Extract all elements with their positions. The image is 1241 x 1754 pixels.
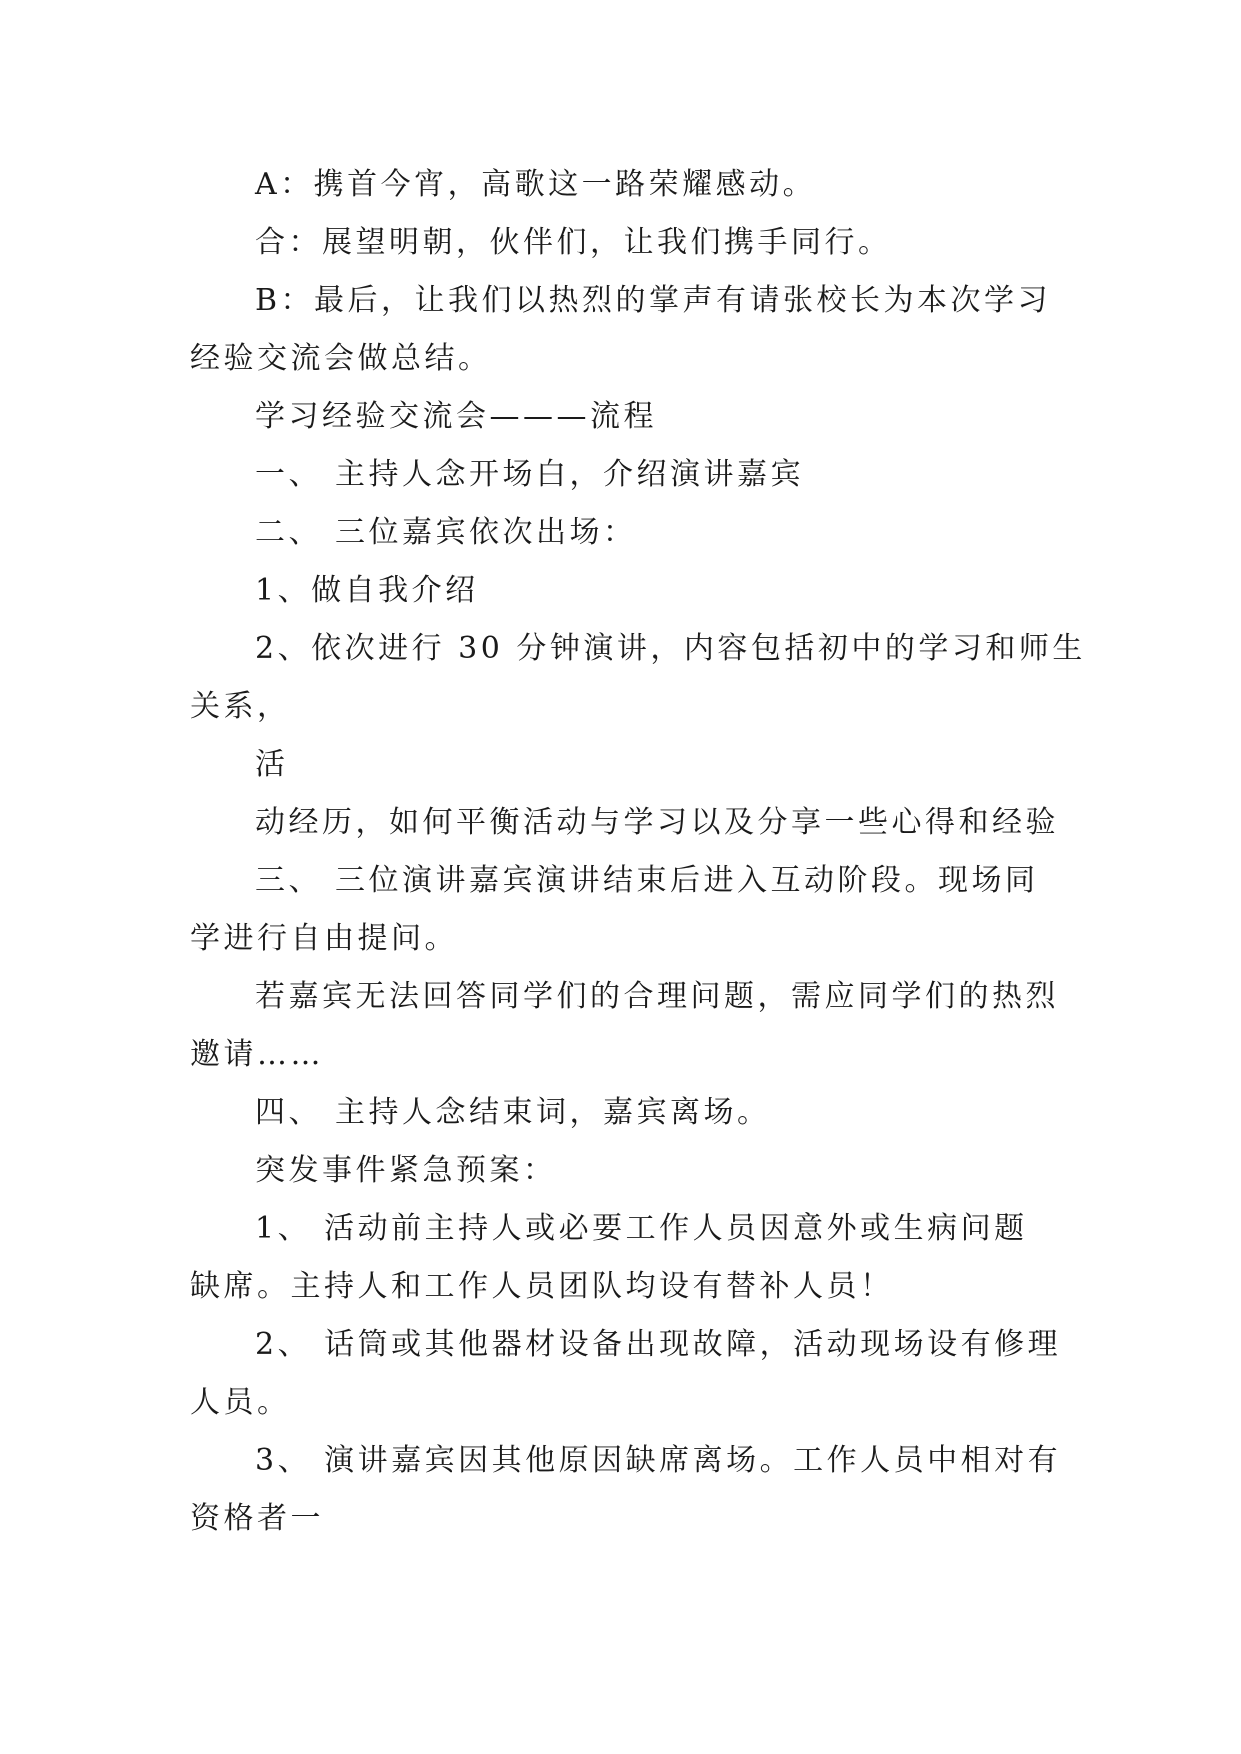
text-line: 经验交流会做总结。 (190, 341, 492, 376)
text-line: 1、 活动前主持人或必要工作人员因意外或生病问题 (255, 1211, 1028, 1246)
text-line: 四、 主持人念结束词，嘉宾离场。 (255, 1095, 771, 1130)
text-line: 缺席。主持人和工作人员团队均设有替补人员！ (190, 1269, 894, 1304)
text-line: 2、依次进行 30 分钟演讲，内容包括初中的学习和师生 (255, 631, 1086, 666)
text-line: 3、 演讲嘉宾因其他原因缺席离场。工作人员中相对有 (255, 1443, 1062, 1478)
text-line: 一、 主持人念开场白，介绍演讲嘉宾 (255, 457, 805, 492)
text-line: 关系， (190, 689, 291, 724)
text-line: 二、 三位嘉宾依次出场： (255, 515, 637, 550)
text-line: 邀请…… (190, 1037, 324, 1072)
text-line: 合：展望明朝，伙伴们，让我们携手同行。 (255, 225, 892, 260)
text-line: 资格者一 (190, 1501, 324, 1536)
text-line: B：最后，让我们以热烈的掌声有请张校长为本次学习 (255, 283, 1052, 318)
text-line: A：携首今宵，高歌这一路荣耀感动。 (255, 167, 817, 202)
text-line: 若嘉宾无法回答同学们的合理问题，需应同学们的热烈 (255, 979, 1059, 1014)
text-line: 三、 三位演讲嘉宾演讲结束后进入互动阶段。现场同 (255, 863, 1039, 898)
text-line: 活 (255, 747, 289, 782)
text-line: 动经历，如何平衡活动与学习以及分享一些心得和经验 (255, 805, 1059, 840)
text-line: 突发事件紧急预案： (255, 1153, 557, 1188)
text-line: 学习经验交流会———流程 (255, 399, 657, 434)
text-line: 学进行自由提问。 (190, 921, 458, 956)
text-line: 2、 话筒或其他器材设备出现故障，活动现场设有修理 (255, 1327, 1062, 1362)
text-line: 人员。 (190, 1385, 291, 1420)
text-line: 1、做自我介绍 (255, 573, 479, 608)
